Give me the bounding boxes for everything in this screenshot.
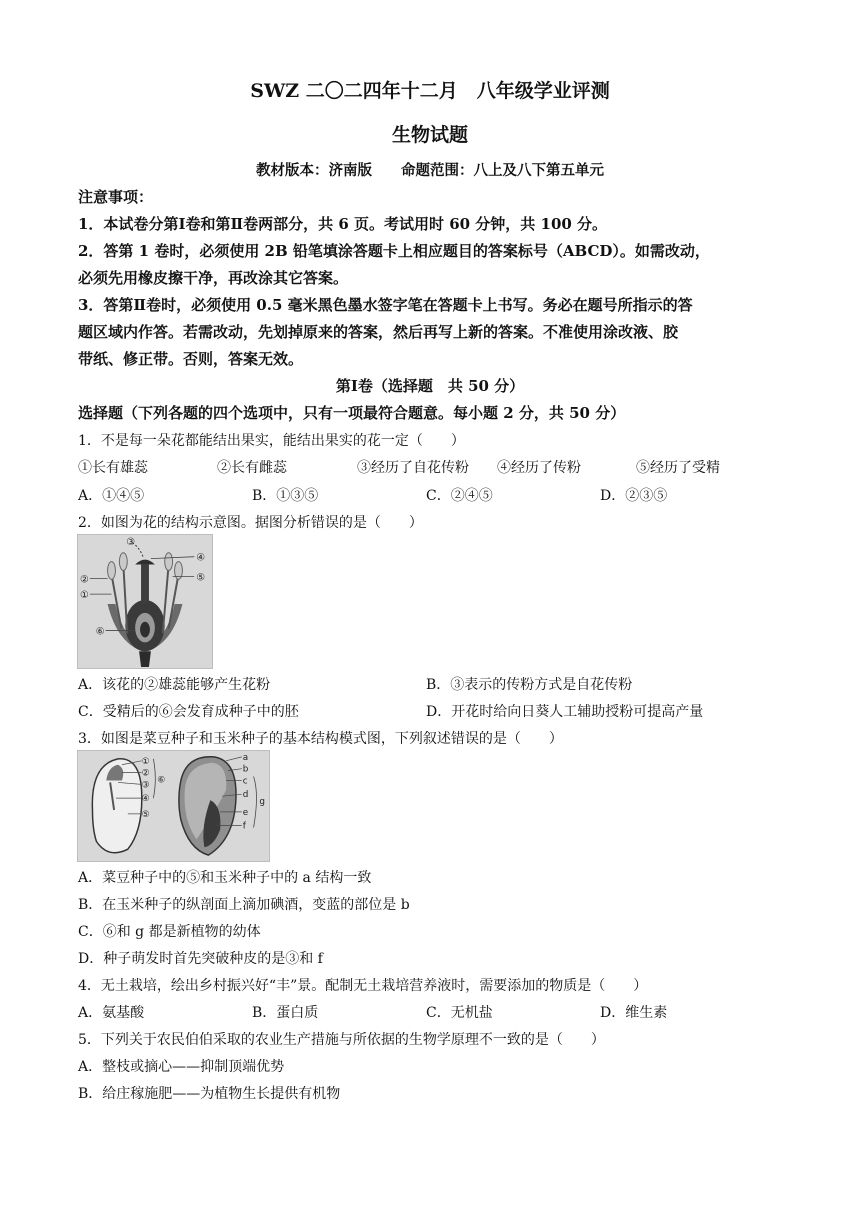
note-2-line-2: 必须先用橡皮擦干净，再改涂其它答案。	[78, 269, 349, 287]
bean-label-1: ①	[141, 756, 150, 767]
corn-label-f: f	[242, 821, 246, 832]
q1-item-4: ④经历了传粉	[497, 460, 581, 476]
q4-option-d: D．维生素	[600, 1005, 668, 1021]
flower-label-1: ②	[79, 574, 89, 586]
q1-item-2: ②长有雌蕊	[217, 460, 287, 476]
question-2-stem: 2．如图为花的结构示意图。据图分析错误的是（ ）	[78, 515, 423, 531]
exam-title: SWZ 二〇二四年十二月 八年级学业评测	[250, 80, 610, 102]
q2-option-c: C．受精后的⑥会发育成种子中的胚	[78, 704, 299, 720]
question-3-stem: 3．如图是菜豆种子和玉米种子的基本结构模式图，下列叙述错误的是（ ）	[78, 731, 563, 747]
q5-option-b: B．给庄稼施肥——为植物生长提供有机物	[78, 1086, 341, 1102]
q3-option-a: A．菜豆种子中的⑤和玉米种子中的 a 结构一致	[78, 870, 372, 886]
question-1-stem: 1．不是每一朵花都能结出果实，能结出果实的花一定（ ）	[78, 433, 465, 449]
q2-option-b: B．③表示的传粉方式是自花传粉	[426, 677, 633, 693]
q4-option-b: B．蛋白质	[252, 1005, 319, 1021]
note-3-line-2: 题区域内作答。若需改动，先划掉原来的答案，然后再写上新的答案。不准使用涂改液、胶	[78, 323, 679, 341]
q4-option-c: C．无机盐	[426, 1005, 493, 1021]
q3-option-b: B．在玉米种子的纵剖面上滴加碘酒，变蓝的部位是 b	[78, 897, 410, 913]
bean-label-4: ④	[141, 794, 150, 805]
corn-label-c: c	[242, 776, 248, 787]
note-3-line-1: 3．答第Ⅱ卷时，必须使用 0.5 毫米黑色墨水签字笔在答题卡上书写。务必在题号所指示的答	[78, 296, 693, 314]
seed-diagram	[78, 751, 269, 861]
bean-label-5: ⑤	[141, 809, 150, 820]
bean-label-2: ②	[141, 768, 150, 779]
note-1: 1．本试卷分第Ⅰ卷和第Ⅱ卷两部分，共 6 页。考试用时 60 分钟，共 100 分。	[78, 215, 608, 233]
q3-option-d: D．种子萌发时首先突破种皮的是③和 f	[78, 951, 323, 967]
bean-label-3: ③	[141, 780, 150, 791]
corn-label-b: b	[242, 764, 249, 775]
q1-option-a: A．①④⑤	[78, 488, 145, 504]
flower-label-3: ③	[126, 536, 136, 548]
note-2-line-1: 2．答第 1 卷时，必须使用 2B 铅笔填涂答题卡上相应题目的答案标号（ABCD）。如需改动，	[78, 242, 710, 260]
flower-diagram	[78, 535, 212, 668]
q2-option-a: A．该花的②雄蕊能够产生花粉	[78, 677, 271, 693]
flower-structure-figure	[77, 534, 213, 669]
q1-option-c: C．②④⑤	[426, 488, 493, 504]
corn-label-g: g	[259, 797, 266, 808]
corn-label-a: a	[242, 752, 249, 763]
q2-option-d: D．开花时给向日葵人工辅助授粉可提高产量	[426, 704, 704, 720]
question-4-stem: 4．无土栽培，绘出乡村振兴好“丰”景。配制无土栽培营养液时，需要添加的物质是（ ）	[78, 978, 648, 994]
q3-option-c: C．⑥和 g 都是新植物的幼体	[78, 924, 261, 940]
q4-option-a: A．氨基酸	[78, 1005, 145, 1021]
q5-option-a: A．整枝或摘心——抑制顶端优势	[78, 1059, 285, 1075]
q1-item-1: ①长有雄蕊	[78, 460, 148, 476]
seed-structure-figure	[77, 750, 270, 862]
notes-heading: 注意事项：	[78, 188, 154, 206]
section-instructions: 选择题（下列各题的四个选项中，只有一项最符合题意。每小题 2 分，共 50 分）	[78, 404, 626, 422]
corn-label-e: e	[242, 807, 249, 818]
q1-option-d: D．②③⑤	[600, 488, 668, 504]
note-3-line-3: 带纸、修正带。否则，答案无效。	[78, 350, 304, 368]
bean-label-6: ⑥	[157, 775, 166, 786]
corn-label-d: d	[242, 790, 249, 801]
q1-option-b: B．①③⑤	[252, 488, 319, 504]
q1-item-3: ③经历了自花传粉	[357, 460, 469, 476]
question-5-stem: 5．下列关于农民伯伯采取的农业生产措施与所依据的生物学原理不一致的是（ ）	[78, 1032, 605, 1048]
flower-label-5: ⑤	[196, 572, 206, 584]
flower-label-6: ⑥	[95, 626, 105, 638]
exam-subtitle: 生物试题	[391, 124, 468, 146]
edition-line: 教材版本：济南版 命题范围：八上及八下第五单元	[256, 162, 604, 179]
flower-label-2: ①	[79, 590, 89, 602]
flower-label-4: ④	[196, 552, 206, 564]
q1-item-5: ⑤经历了受精	[636, 460, 720, 476]
section-heading: 第Ⅰ卷（选择题 共 50 分）	[335, 377, 525, 395]
